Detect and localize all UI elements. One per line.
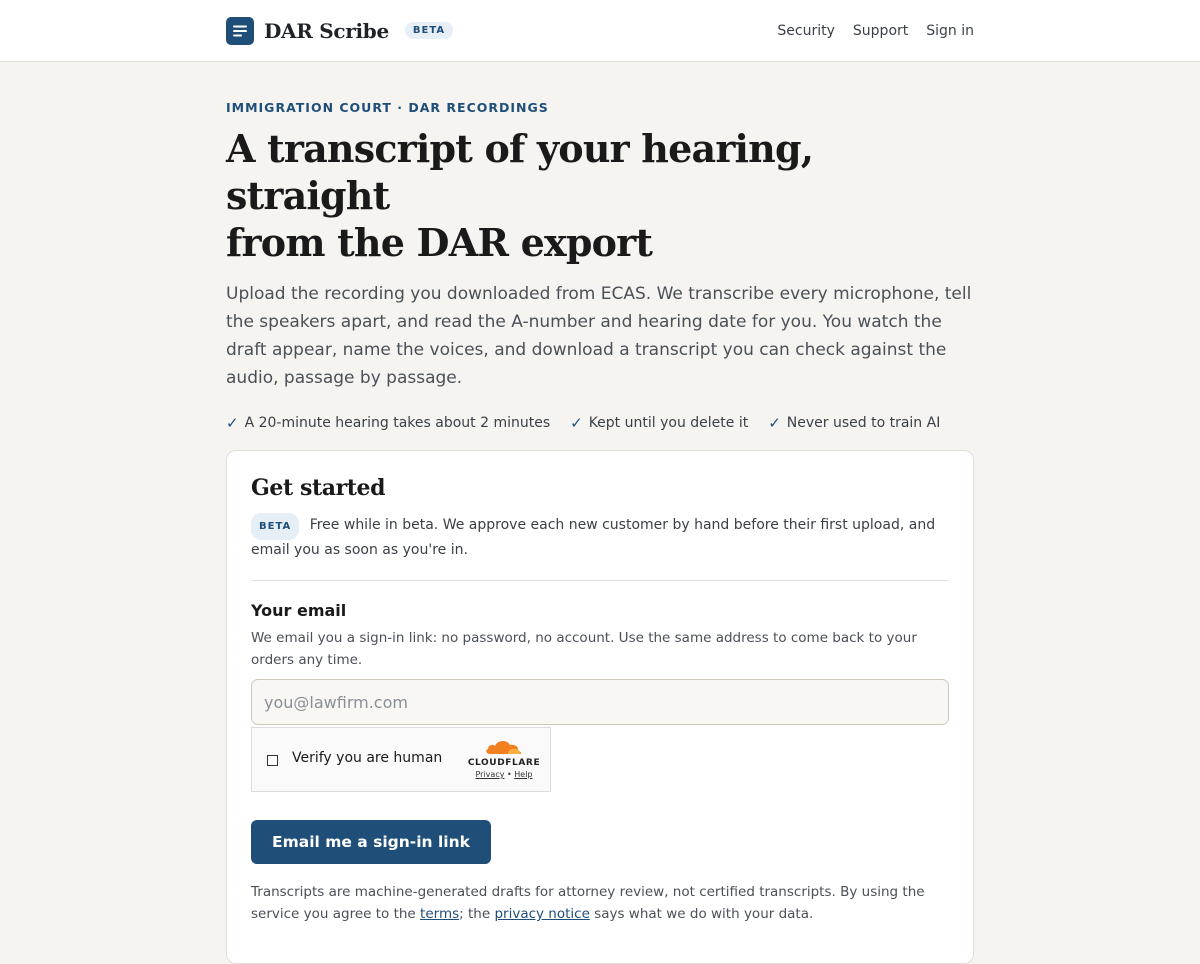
send-sign-in-link-button[interactable]: Email me a sign-in link bbox=[251, 820, 491, 864]
beta-badge: BETA bbox=[405, 22, 453, 39]
cloudflare-wordmark: CLOUDFLARE bbox=[467, 758, 541, 768]
cloudflare-logo bbox=[466, 738, 542, 779]
captcha-links bbox=[466, 770, 542, 779]
feature-check-label: Never used to train AI bbox=[786, 415, 941, 431]
captcha-checkbox[interactable] bbox=[267, 755, 278, 766]
email-field[interactable] bbox=[251, 679, 949, 725]
document-lines-icon bbox=[226, 17, 254, 45]
beta-badge: BETA bbox=[251, 513, 299, 540]
legal-text-2: ; the bbox=[459, 906, 495, 922]
legal-notice bbox=[251, 881, 949, 925]
brand[interactable] bbox=[226, 17, 453, 45]
privacy-notice-link[interactable]: privacy notice bbox=[494, 906, 590, 922]
get-started-card bbox=[226, 450, 974, 964]
main-content bbox=[226, 62, 974, 964]
feature-check bbox=[226, 414, 550, 432]
top-bar-inner bbox=[226, 0, 974, 61]
captcha-widget bbox=[251, 727, 551, 792]
brand-name: DAR Scribe bbox=[264, 18, 389, 43]
nav-security-link[interactable]: Security bbox=[777, 22, 835, 39]
divider bbox=[251, 580, 949, 581]
email-help: We email you a sign-in link: no password, no account. Use the same address to come back to your orders any time. bbox=[251, 630, 917, 668]
terms-link[interactable]: terms bbox=[420, 906, 460, 922]
checkmark-icon: ✓ bbox=[226, 414, 239, 432]
cloudflare-cloud-icon bbox=[484, 738, 524, 756]
page-title-line-1: A transcript of your hearing, straight bbox=[226, 126, 814, 218]
captcha-help-link[interactable]: Help bbox=[514, 770, 533, 779]
captcha-link-separator: • bbox=[507, 770, 512, 779]
feature-check bbox=[570, 414, 748, 432]
checkmark-icon: ✓ bbox=[570, 414, 583, 432]
checkmark-icon: ✓ bbox=[768, 414, 781, 432]
logo-glyph bbox=[232, 24, 248, 38]
legal-text-1: Transcripts are machine-generated drafts for attorney review, not certified transcripts. By using the service you agree to the bbox=[251, 884, 925, 922]
email-label: Your email bbox=[251, 601, 347, 620]
feature-check bbox=[768, 414, 940, 432]
beta-note-text: Free while in beta. We approve each new customer by hand before their first upload, and email you as soon as you're in. bbox=[251, 517, 936, 558]
eyebrow: IMMIGRATION COURT · DAR RECORDINGS bbox=[226, 100, 549, 115]
captcha-privacy-link[interactable]: Privacy bbox=[475, 770, 505, 779]
nav-sign-in-link[interactable]: Sign in bbox=[926, 22, 974, 39]
nav-support-link[interactable]: Support bbox=[852, 22, 909, 39]
feature-check-label: Kept until you delete it bbox=[588, 415, 749, 431]
feature-checks bbox=[226, 414, 974, 432]
top-bar bbox=[0, 0, 1200, 62]
beta-note bbox=[251, 513, 949, 561]
captcha-label: Verify you are human bbox=[292, 750, 443, 766]
page-title-line-2: from the DAR export bbox=[226, 220, 653, 265]
feature-check-label: A 20-minute hearing takes about 2 minutes bbox=[244, 415, 551, 431]
legal-text-3: says what we do with your data. bbox=[589, 906, 814, 922]
lede: Upload the recording you downloaded from ECAS. We transcribe every microphone, tell the speakers apart, and read the A-number and hearing date for you. You watch the draft appear, name the voices, and download a transcript you can check against the audio, passage by passage. bbox=[226, 284, 972, 388]
card-title: Get started bbox=[251, 475, 386, 501]
page-title bbox=[226, 125, 974, 266]
top-nav bbox=[777, 23, 974, 39]
